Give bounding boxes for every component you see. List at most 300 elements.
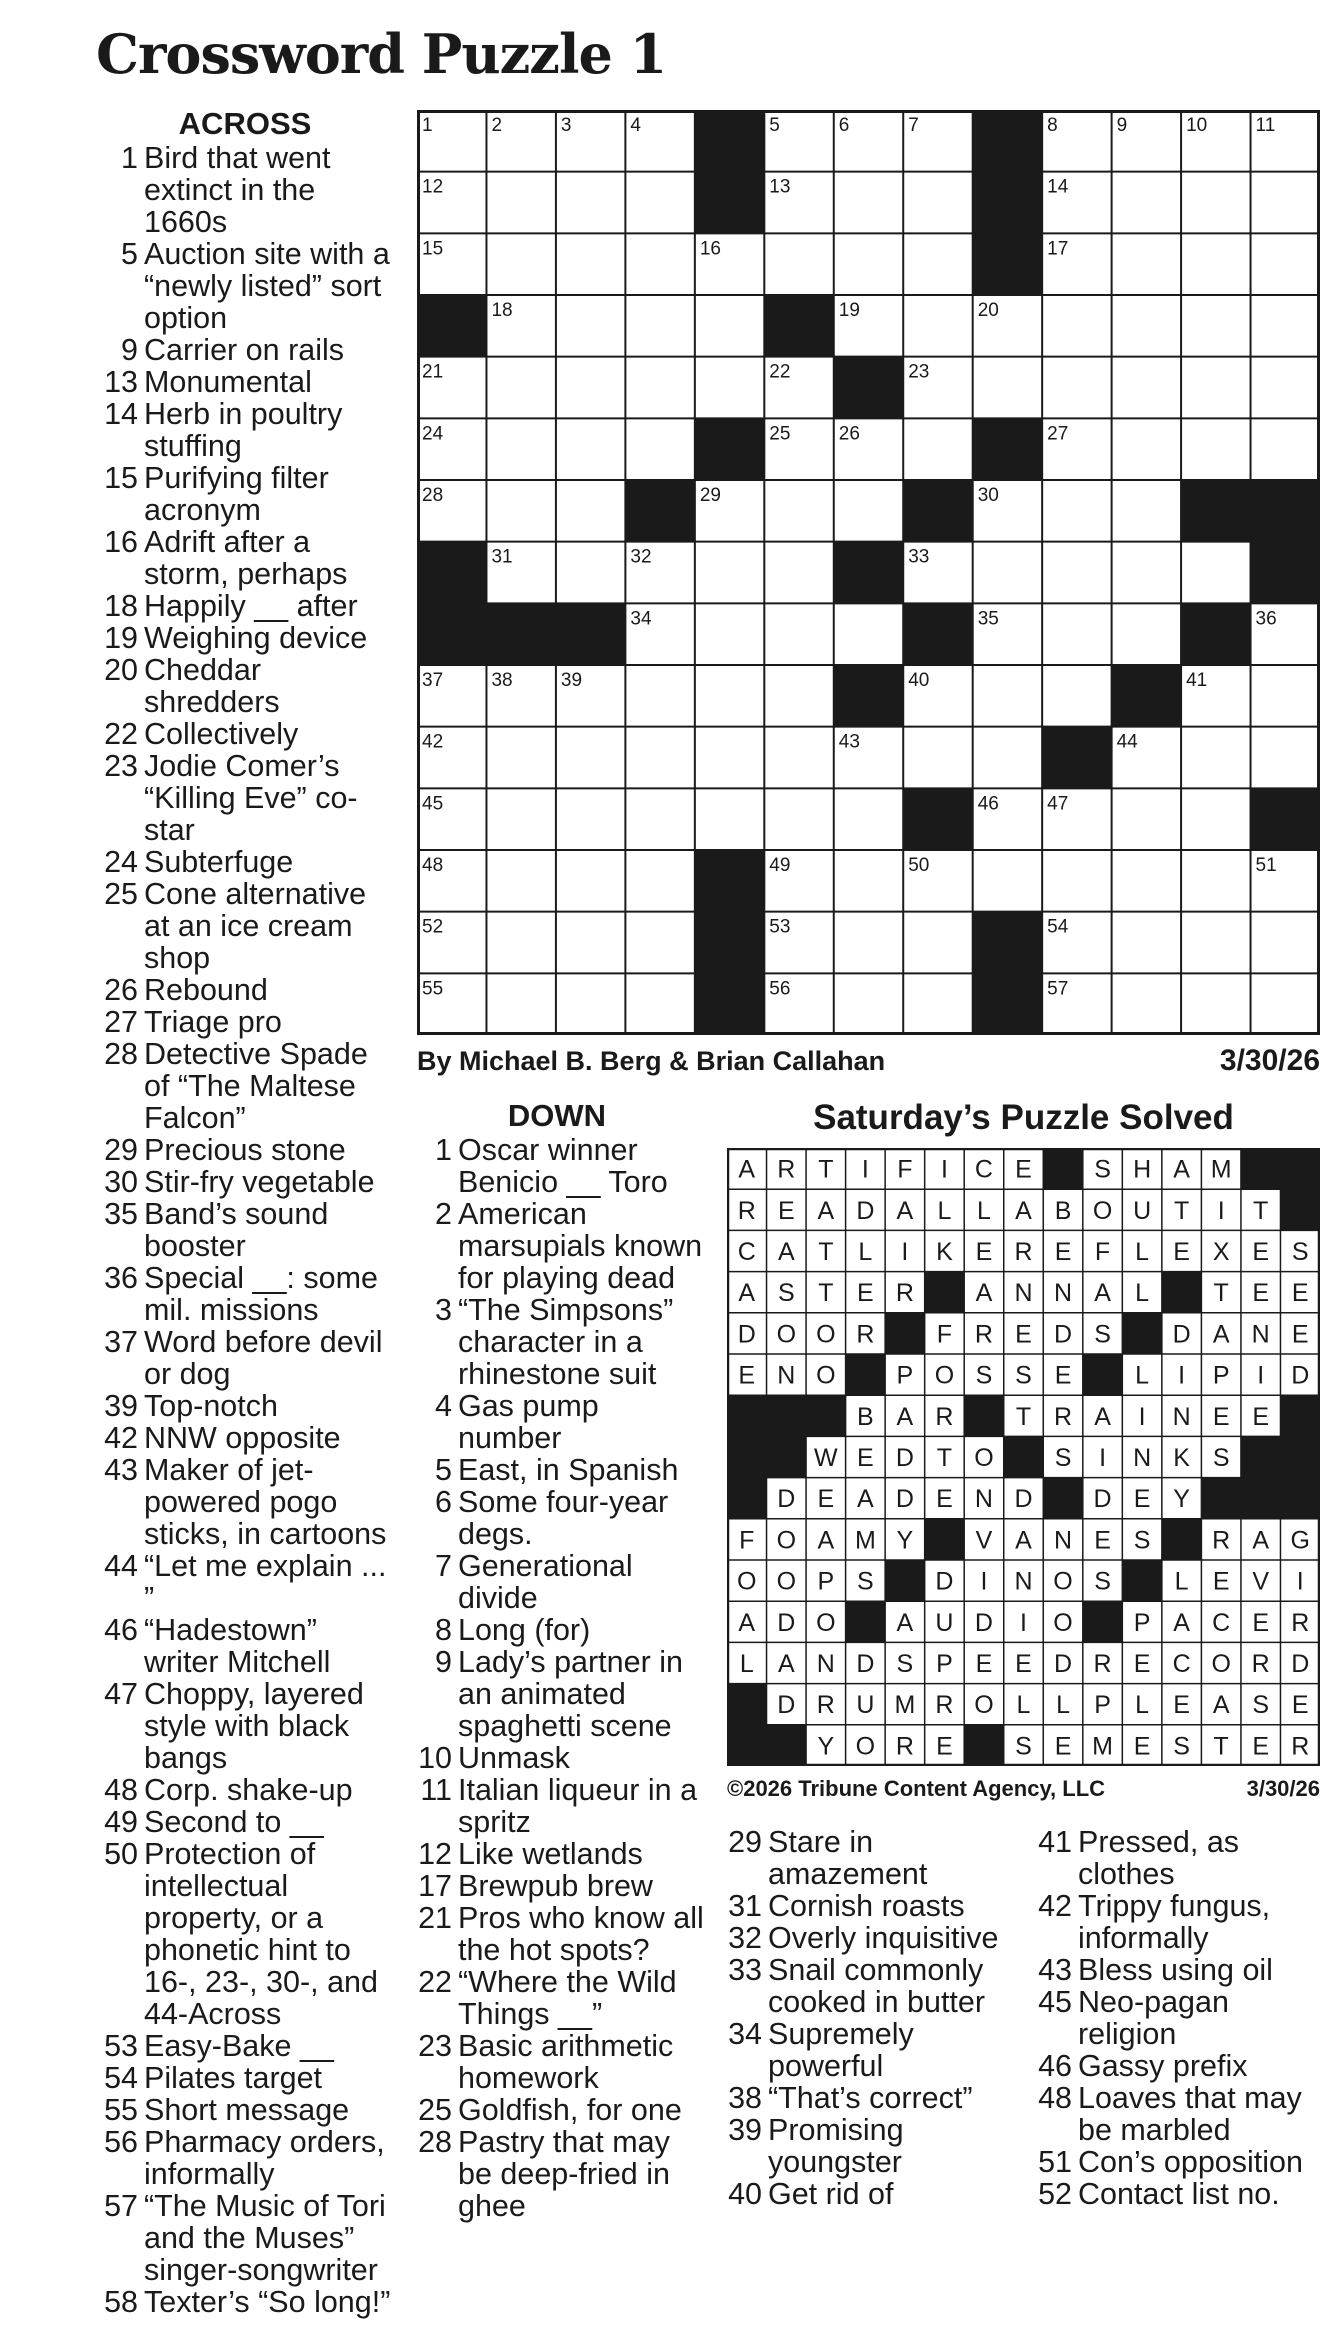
- grid-clue-number: 15: [422, 238, 444, 260]
- grid-block: [695, 172, 764, 234]
- grid-cell[interactable]: [556, 912, 625, 974]
- solution-letter: T: [818, 1155, 834, 1184]
- grid-cell[interactable]: [834, 912, 903, 974]
- across-heading: ACROSS: [178, 106, 312, 141]
- solution-letter: D: [856, 1196, 875, 1225]
- solution-block: [1043, 1478, 1083, 1519]
- grid-cell[interactable]: [1181, 172, 1250, 234]
- grid-cell[interactable]: [556, 295, 625, 357]
- grid-cell[interactable]: [1112, 172, 1181, 234]
- grid-cell[interactable]: [1181, 295, 1250, 357]
- solution-letter: E: [1133, 1650, 1151, 1678]
- grid-clue-number: 46: [977, 793, 999, 815]
- solution-letter: E: [936, 1485, 953, 1514]
- clue-text: Purifying filter acronym: [144, 461, 329, 527]
- solution-letter: C: [1172, 1650, 1191, 1678]
- grid-cell[interactable]: [1251, 295, 1320, 357]
- clue-text: NNW opposite: [144, 1421, 341, 1455]
- clue-text: Loaves that may be marbled: [1078, 2081, 1302, 2147]
- clue-text: Happily __ after: [144, 589, 358, 623]
- grid-clue-number: 37: [422, 670, 444, 691]
- solution-letter: O: [1053, 1567, 1073, 1596]
- solution-letter: L: [1135, 1279, 1150, 1308]
- clue-text: Stare in amazement: [768, 1825, 928, 1891]
- down-clue-6: [412, 1486, 706, 1550]
- solution-letter: N: [1054, 1526, 1073, 1555]
- solution-letter: E: [936, 1732, 953, 1761]
- solution-block: [1083, 1601, 1123, 1642]
- grid-cell[interactable]: [556, 357, 625, 419]
- clue-number: 32: [728, 1921, 762, 1955]
- down-clue-10: [412, 1742, 706, 1774]
- grid-cell[interactable]: [903, 295, 972, 357]
- grid-cell[interactable]: [764, 542, 833, 604]
- clue-text: Stir-fry vegetable: [144, 1165, 375, 1199]
- clue-text: Overly inquisitive: [768, 1921, 999, 1955]
- clue-number: 29: [104, 1133, 138, 1167]
- clue-number: 48: [1038, 2081, 1072, 2115]
- grid-cell[interactable]: [973, 727, 1042, 789]
- solution-letter: G: [1290, 1526, 1310, 1555]
- solution-letter: L: [937, 1196, 952, 1225]
- solution-letter: T: [1253, 1196, 1269, 1225]
- solution-letter: E: [975, 1238, 993, 1266]
- across-clue-15: [96, 462, 396, 526]
- down-clue-12: [412, 1838, 706, 1870]
- clue-text: Weighing device: [144, 621, 368, 655]
- grid-cell[interactable]: [1112, 480, 1181, 542]
- solution-letter: C: [974, 1155, 993, 1184]
- solution-block: [727, 1395, 767, 1436]
- clue-text: “The Music of Tori and the Muses” singer-songwriter: [144, 2189, 386, 2287]
- grid-cell[interactable]: [764, 727, 833, 789]
- solution-letter: R: [1212, 1526, 1231, 1555]
- clue-number: 22: [418, 1965, 452, 1999]
- clue-number: 23: [418, 2029, 452, 2063]
- clue-text: Triage pro: [144, 1005, 282, 1039]
- solution-letter: R: [816, 1691, 835, 1720]
- grid-cell[interactable]: [695, 727, 764, 789]
- solution-letter: O: [1211, 1650, 1231, 1678]
- solution-block: [1280, 1395, 1320, 1436]
- grid-cell[interactable]: [695, 357, 764, 419]
- grid-block: [973, 172, 1042, 234]
- clue-text: Pharmacy orders, informally: [144, 2125, 385, 2191]
- clue-number: 42: [1038, 1889, 1072, 1923]
- solution-letter: S: [1212, 1444, 1230, 1472]
- grid-cell[interactable]: [1112, 973, 1181, 1035]
- grid-cell[interactable]: [1042, 665, 1111, 727]
- solution-letter: B: [857, 1402, 874, 1431]
- grid-cell[interactable]: [486, 418, 555, 480]
- solution-letter: D: [1172, 1320, 1191, 1349]
- solution-letter: N: [816, 1650, 835, 1678]
- grid-cell[interactable]: [764, 480, 833, 542]
- grid-cell[interactable]: [764, 665, 833, 727]
- grid-cell[interactable]: [973, 850, 1042, 912]
- solution-block: [727, 1478, 767, 1519]
- across-clue-48: [96, 1774, 396, 1806]
- grid-cell[interactable]: [834, 850, 903, 912]
- clue-text: Pros who know all the hot spots?: [458, 1901, 704, 1967]
- grid-clue-number: 32: [630, 546, 652, 568]
- solution-letter: T: [1173, 1196, 1190, 1225]
- grid-cell[interactable]: [1112, 850, 1181, 912]
- clue-number: 31: [728, 1889, 762, 1923]
- grid-cell[interactable]: [625, 912, 694, 974]
- clue-number: 5: [121, 237, 138, 271]
- clue-text: Adrift after a storm, perhaps: [144, 525, 348, 591]
- grid-cell[interactable]: [1181, 727, 1250, 789]
- grid-cell[interactable]: [1112, 788, 1181, 850]
- grid-cell[interactable]: [1181, 973, 1250, 1035]
- clue-number: 41: [1038, 1825, 1072, 1859]
- grid-cell[interactable]: [1181, 418, 1250, 480]
- solution-letter: N: [974, 1485, 993, 1514]
- across-clue-36: [96, 1262, 396, 1326]
- grid-cell[interactable]: [625, 788, 694, 850]
- solution-block: [885, 1313, 925, 1354]
- solution-letter: U: [935, 1608, 954, 1637]
- clue-number: 57: [104, 2189, 138, 2223]
- solution-letter: E: [777, 1196, 795, 1225]
- grid-block: [1181, 603, 1250, 665]
- solution-letter: D: [856, 1650, 875, 1678]
- solution-letter: S: [1173, 1732, 1190, 1761]
- grid-clue-number: 2: [491, 115, 503, 136]
- grid-cell[interactable]: [625, 973, 694, 1035]
- solution-block: [1280, 1148, 1320, 1189]
- solution-letter: A: [1094, 1279, 1111, 1308]
- grid-cell[interactable]: [625, 727, 694, 789]
- clue-number: 35: [104, 1197, 138, 1231]
- grid-cell[interactable]: [1112, 295, 1181, 357]
- solution-letter: V: [1252, 1567, 1270, 1596]
- grid-cell[interactable]: [973, 665, 1042, 727]
- grid-clue-number: 25: [769, 423, 791, 445]
- clue-number: 50: [104, 1837, 138, 1871]
- grid-cell[interactable]: [1112, 542, 1181, 604]
- solution-letter: O: [816, 1361, 836, 1390]
- across-clue-53: [96, 2030, 396, 2062]
- clue-text: Second to __: [144, 1805, 324, 1839]
- grid-cell[interactable]: [486, 357, 555, 419]
- grid-svg: [417, 110, 1320, 1035]
- grid-cell[interactable]: [695, 603, 764, 665]
- grid-cell[interactable]: [834, 480, 903, 542]
- grid-clue-number: 13: [769, 176, 791, 198]
- solution-svg: [727, 1148, 1320, 1766]
- down-clue-48: [1032, 2082, 1322, 2146]
- clue-number: 4: [435, 1389, 452, 1423]
- clue-text: “Where the Wild Things __”: [458, 1965, 677, 2031]
- grid-block: [695, 850, 764, 912]
- grid-cell[interactable]: [1181, 233, 1250, 295]
- grid-cell[interactable]: [1251, 357, 1320, 419]
- clue-text: Bless using oil: [1078, 1953, 1273, 1987]
- down-clue-column-3: [1032, 1826, 1322, 2210]
- grid-cell[interactable]: [1181, 850, 1250, 912]
- clue-text: Like wetlands: [458, 1837, 643, 1871]
- solution-letter: N: [1133, 1444, 1152, 1472]
- solution-letter: D: [777, 1691, 796, 1720]
- grid-cell[interactable]: [1181, 912, 1250, 974]
- clue-number: 1: [435, 1133, 452, 1167]
- grid-cell[interactable]: [556, 172, 625, 234]
- grid-cell[interactable]: [556, 233, 625, 295]
- solution-letter: E: [857, 1279, 874, 1308]
- solution-letter: A: [817, 1526, 835, 1555]
- grid-cell[interactable]: [695, 788, 764, 850]
- solution-letter: H: [1133, 1155, 1152, 1184]
- grid-block: [973, 418, 1042, 480]
- grid-cell[interactable]: [903, 727, 972, 789]
- grid-clue-number: 50: [908, 855, 930, 876]
- grid-cell[interactable]: [486, 480, 555, 542]
- grid-cell[interactable]: [486, 233, 555, 295]
- grid-cell[interactable]: [1042, 480, 1111, 542]
- grid-cell[interactable]: [625, 665, 694, 727]
- solution-block: [1241, 1436, 1281, 1477]
- solution-letter: R: [1054, 1402, 1073, 1431]
- solution-letter: L: [739, 1650, 754, 1678]
- clue-number: 51: [1038, 2145, 1072, 2179]
- solution-letter: I: [1257, 1361, 1265, 1390]
- clue-text: Subterfuge: [144, 845, 294, 879]
- across-clue-44: [96, 1550, 396, 1614]
- solution-letter: S: [1015, 1361, 1032, 1390]
- grid-cell[interactable]: [834, 172, 903, 234]
- grid-cell[interactable]: [1112, 912, 1181, 974]
- grid-cell[interactable]: [1181, 357, 1250, 419]
- solution-letter: A: [857, 1485, 874, 1514]
- clue-text: Pressed, as clothes: [1078, 1825, 1240, 1891]
- grid-clue-number: 43: [838, 731, 860, 753]
- grid-clue-number: 18: [491, 300, 513, 321]
- grid-cell[interactable]: [486, 788, 555, 850]
- puzzle-title: Crossword Puzzle 1: [96, 22, 667, 86]
- grid-clue-number: 24: [422, 423, 444, 445]
- grid-cell[interactable]: [903, 172, 972, 234]
- across-clue-54: [96, 2062, 396, 2094]
- grid-cell[interactable]: [1042, 542, 1111, 604]
- clue-number: 37: [104, 1325, 138, 1359]
- solution-letter: E: [1054, 1238, 1072, 1266]
- grid-cell[interactable]: [1251, 912, 1320, 974]
- grid-block: [417, 603, 486, 665]
- clue-text: Trippy fungus, informally: [1078, 1889, 1271, 1955]
- grid-cell[interactable]: [764, 603, 833, 665]
- grid-cell[interactable]: [834, 603, 903, 665]
- solution-block: [1241, 1478, 1281, 1519]
- grid-cell[interactable]: [764, 233, 833, 295]
- solution-letter: E: [1015, 1650, 1032, 1678]
- solution-letter: R: [895, 1732, 914, 1761]
- grid-cell[interactable]: [834, 233, 903, 295]
- clue-text: Monumental: [144, 365, 312, 399]
- solution-block: [964, 1725, 1004, 1766]
- grid-cell[interactable]: [556, 850, 625, 912]
- clue-text: Cornish roasts: [768, 1889, 965, 1923]
- solution-letter: E: [1015, 1155, 1032, 1184]
- solution-block: [806, 1395, 846, 1436]
- solution-letter: S: [1015, 1732, 1032, 1761]
- grid-cell[interactable]: [625, 172, 694, 234]
- grid-cell[interactable]: [556, 542, 625, 604]
- grid-cell[interactable]: [903, 912, 972, 974]
- grid-cell[interactable]: [556, 727, 625, 789]
- solution-letter: D: [1054, 1650, 1073, 1678]
- clue-number: 11: [420, 1773, 452, 1807]
- grid-cell[interactable]: [625, 233, 694, 295]
- grid-cell[interactable]: [1112, 418, 1181, 480]
- solution-block: [1280, 1189, 1320, 1230]
- clue-number: 42: [104, 1421, 138, 1455]
- clue-number: 28: [104, 1037, 138, 1071]
- grid-cell[interactable]: [834, 788, 903, 850]
- grid-cell[interactable]: [903, 233, 972, 295]
- grid-clue-number: 34: [630, 608, 652, 630]
- grid-block: [834, 665, 903, 727]
- grid-clue-number: 7: [908, 115, 919, 136]
- clue-number: 25: [418, 2093, 452, 2127]
- clue-text: Cheddar shredders: [144, 653, 280, 719]
- solution-letter: P: [936, 1650, 953, 1678]
- solution-block: [1162, 1272, 1202, 1313]
- grid-cell[interactable]: [1112, 233, 1181, 295]
- grid-cell[interactable]: [1042, 850, 1111, 912]
- grid-cell[interactable]: [1251, 172, 1320, 234]
- grid-cell[interactable]: [903, 973, 972, 1035]
- grid-cell[interactable]: [1112, 603, 1181, 665]
- down-clue-17: [412, 1870, 706, 1902]
- clue-text: Special __: some mil. missions: [144, 1261, 378, 1327]
- grid-cell[interactable]: [556, 788, 625, 850]
- clue-number: 19: [104, 621, 138, 655]
- grid-cell[interactable]: [1251, 973, 1320, 1035]
- grid-cell[interactable]: [695, 542, 764, 604]
- clue-number: 52: [1038, 2177, 1072, 2211]
- down-clue-43: [1032, 1954, 1322, 1986]
- clue-number: 23: [104, 749, 138, 783]
- grid-cell[interactable]: [1251, 233, 1320, 295]
- solution-letter: C: [737, 1238, 756, 1266]
- solution-letter: A: [738, 1279, 756, 1308]
- byline: By Michael B. Berg & Brian Callahan: [417, 1046, 886, 1076]
- solution-letter: N: [1054, 1279, 1073, 1308]
- grid-clue-number: 6: [838, 115, 850, 136]
- clue-text: Jodie Comer’s “Killing Eve” co-star: [144, 749, 358, 847]
- down-clue-3: [412, 1294, 706, 1390]
- grid-cell[interactable]: [695, 665, 764, 727]
- clue-text: Cone alternative at an ice cream shop: [144, 877, 367, 975]
- grid-cell[interactable]: [486, 850, 555, 912]
- solution-letter: D: [895, 1444, 914, 1472]
- solution-block: [925, 1519, 965, 1560]
- grid-cell[interactable]: [486, 912, 555, 974]
- grid-cell[interactable]: [1042, 295, 1111, 357]
- solution-letter: I: [980, 1567, 988, 1596]
- grid-cell[interactable]: [1042, 357, 1111, 419]
- across-clue-56: [96, 2126, 396, 2190]
- grid-block: [973, 973, 1042, 1035]
- clue-text: Brewpub brew: [458, 1869, 653, 1903]
- down-heading: DOWN: [507, 1098, 607, 1133]
- grid-cell[interactable]: [1251, 727, 1320, 789]
- clue-number: 18: [104, 589, 138, 623]
- grid-cell[interactable]: [764, 788, 833, 850]
- solution-letter: E: [857, 1444, 874, 1472]
- across-clue-9: [96, 334, 396, 366]
- grid-cell[interactable]: [556, 973, 625, 1035]
- grid-block: [695, 912, 764, 974]
- across-clue-57: [96, 2190, 396, 2286]
- down-clue-28: [412, 2126, 706, 2222]
- clue-text: Pastry that may be deep-fried in ghee: [458, 2125, 670, 2223]
- down-clue-38: [722, 2082, 1012, 2114]
- down-clue-51: [1032, 2146, 1322, 2178]
- solution-letter: E: [1291, 1279, 1309, 1308]
- grid-cell[interactable]: [556, 480, 625, 542]
- solution-letter: L: [1135, 1691, 1150, 1720]
- grid-block: [1042, 727, 1111, 789]
- grid-cell[interactable]: [834, 973, 903, 1035]
- grid-cell[interactable]: [486, 172, 555, 234]
- solution-letter: D: [935, 1567, 954, 1596]
- grid-cell[interactable]: [486, 727, 555, 789]
- clue-number: 49: [104, 1805, 138, 1839]
- grid-block: [903, 480, 972, 542]
- solution-letter: D: [974, 1608, 993, 1637]
- solution-letter: T: [1213, 1732, 1229, 1761]
- grid-cell[interactable]: [625, 295, 694, 357]
- grid-cell[interactable]: [625, 418, 694, 480]
- grid-cell[interactable]: [1112, 357, 1181, 419]
- across-clue-25: [96, 878, 396, 974]
- clue-number: 21: [418, 1901, 452, 1935]
- clue-text: “Let me explain ... ”: [144, 1549, 387, 1615]
- grid-block: [695, 110, 764, 172]
- solution-letter: S: [1133, 1526, 1151, 1555]
- grid-cell[interactable]: [1181, 788, 1250, 850]
- clue-text: Top-notch: [144, 1389, 278, 1423]
- clue-number: 29: [728, 1825, 762, 1859]
- grid-cell[interactable]: [625, 850, 694, 912]
- solution-block: [1162, 1519, 1202, 1560]
- grid-clue-number: 12: [422, 176, 444, 198]
- crossword-grid[interactable]: [417, 110, 1320, 1035]
- grid-cell[interactable]: [973, 357, 1042, 419]
- grid-cell[interactable]: [486, 973, 555, 1035]
- grid-cell[interactable]: [1251, 665, 1320, 727]
- grid-cell[interactable]: [1181, 542, 1250, 604]
- grid-cell[interactable]: [695, 295, 764, 357]
- grid-cell[interactable]: [1251, 418, 1320, 480]
- solution-letter: P: [1133, 1608, 1151, 1637]
- grid-cell[interactable]: [1042, 603, 1111, 665]
- solution-block: [727, 1725, 767, 1766]
- clue-number: 54: [104, 2061, 138, 2095]
- grid-cell[interactable]: [625, 357, 694, 419]
- grid-cell[interactable]: [973, 542, 1042, 604]
- grid-cell[interactable]: [903, 418, 972, 480]
- solution-letter: A: [1212, 1691, 1230, 1720]
- across-clue-19: [96, 622, 396, 654]
- solution-letter: A: [777, 1650, 795, 1678]
- clue-number: 44: [104, 1549, 138, 1583]
- grid-cell[interactable]: [556, 418, 625, 480]
- clue-text: Corp. shake-up: [144, 1773, 353, 1807]
